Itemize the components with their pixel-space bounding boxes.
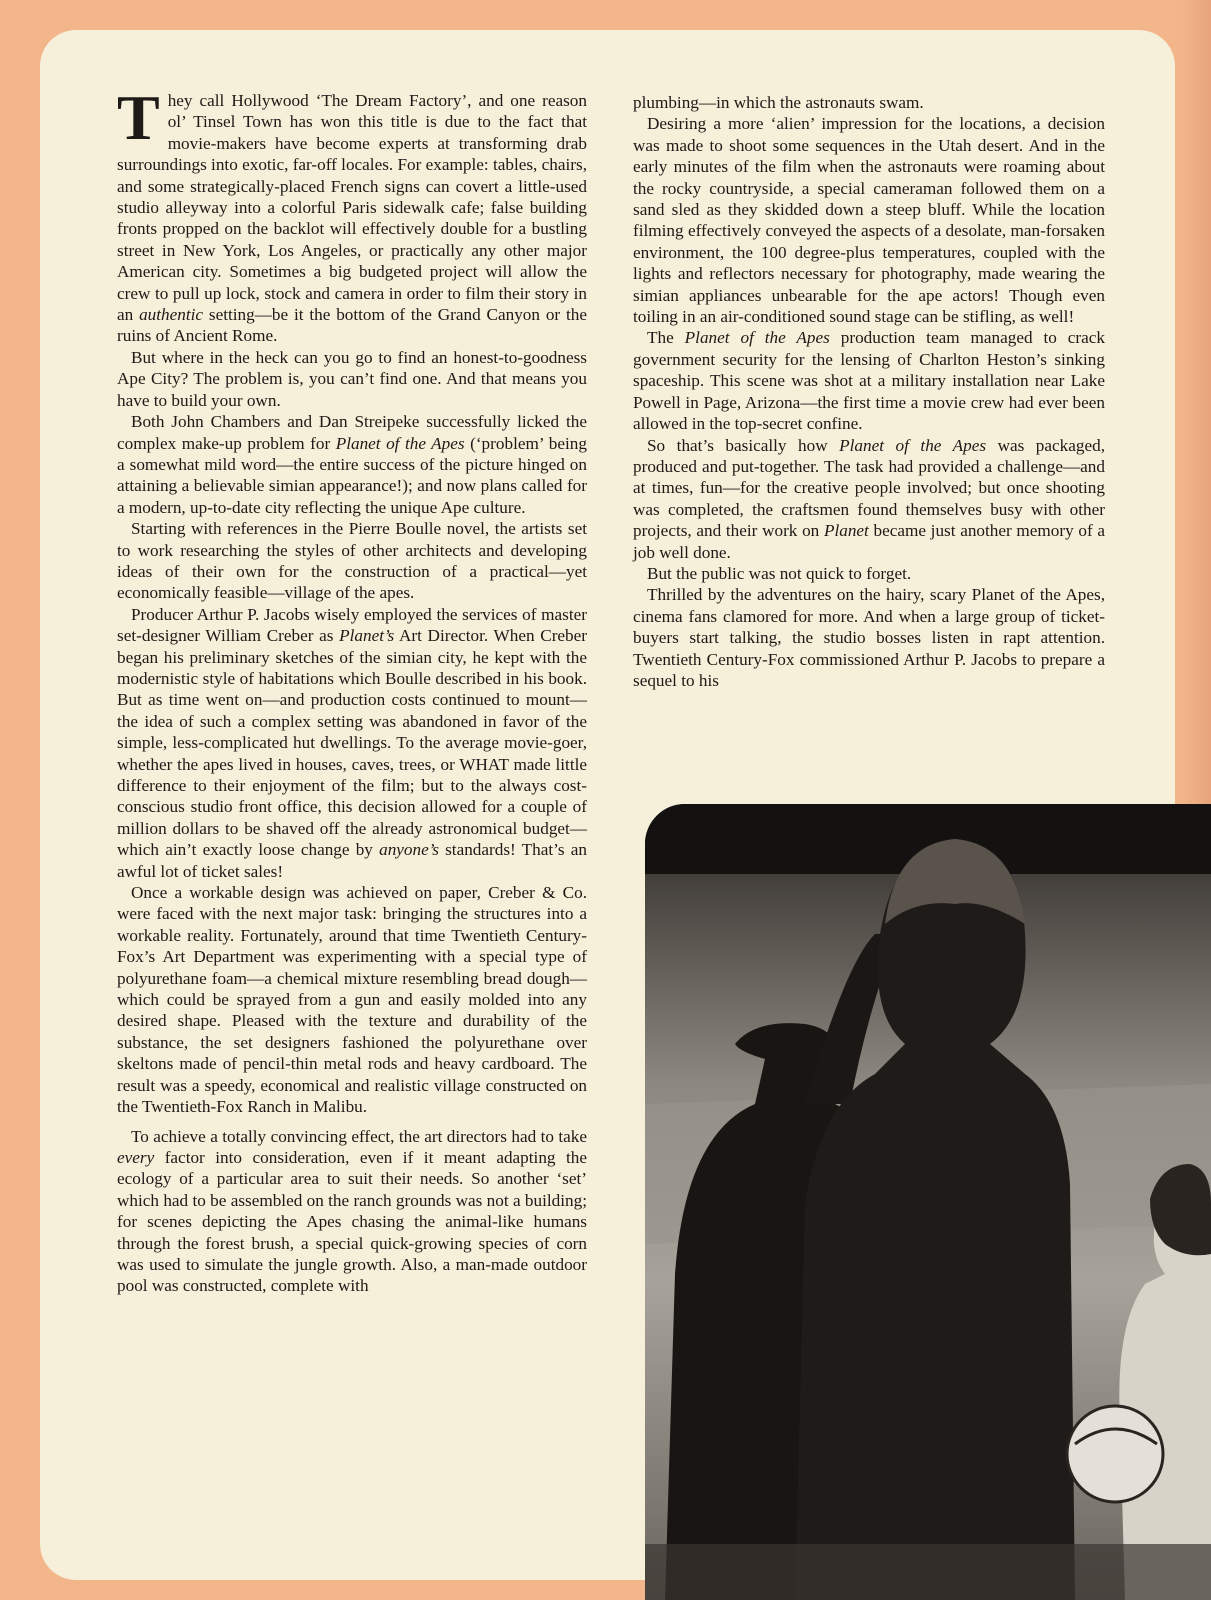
paragraph-producer: Producer Arthur P. Jacobs wisely employed the services of master set-designer William Creber as Planet’s Art Director. When Creber began his preliminary sketches of the simian city, he kept with the modernistic style of habitations which Boulle described in his book. But as time went on—and production costs continued to mount—the idea of such a complex setting was abandoned in favor of the simple, less-complicated hut dwellings. To the average movie-goer, whether the apes lived in houses, caves, trees, or WHAT made little difference to their enjoyment of the film; but to the always cost-conscious studio front office, this decision allowed for a couple of million dollars to be shaved off the already astronomical budget—which ain’t exactly loose change by anyone’s standards! That’s an awful lot of ticket sales! <box>117 604 587 881</box>
paragraph-references: Starting with references in the Pierre Boulle novel, the artists set to work researching the styles of other architects and developing ideas of their own for the construction of a practical—yet economically feasible—village of the apes. <box>117 519 587 603</box>
paragraph-locations: Desiring a more ‘alien’ impression for the locations, a decision was made to shoot some sequences in the Utah desert. And in the early minutes of the film when the astronauts were roaming about the rocky countryside, a special cameraman followed them on a sand sled as they skidded down a steep bluff. While the location filming effectively conveyed the aspects of a desolate, man-forsaken environment, the 100 degree-plus temperatures, coupled with the lights and reflectors necessary for photography, made wearing the simian appliances unbearable for the ape actors! Though even toiling in an air-conditioned sound stage can be stifling, as well! <box>633 114 1105 327</box>
paragraph-intro: They call Hollywood ‘The Dream Factory’, and one reason ol’ Tinsel Town has won this title is due to the fact that movie-makers have become experts at transforming drab surroundings into exotic, far-off locales. For example: tables, chairs, and some strategically-placed French signs can covert a little-used studio alleyway into a colorful Paris sidewalk cafe; false building fronts propped on the backlot will effectively double for a bustling street in New York, Los Angeles, or practically any other major American city. Sometimes a big budgeted project will allow the crew to pull up lock, stock and camera in order to film their story in an authentic setting—be it the bottom of the Grand Canyon or the ruins of Ancient Rome. <box>117 82 587 346</box>
paragraph-workable-design: Once a workable design was achieved on paper, Creber & Co. were faced with the next major task: bringing the structures into a workable reality. Fortunately, around that time Twentieth Century-Fox’s Art Department was experimenting with a special type of polyurethane foam—a chemical mixture resembling bread dough—which could be sprayed from a gun and easily molded into any desired shape. Pleased with the texture and durability of the substance, the set designers fashioned the polyurethane over skeltons made of pencil-thin metal rods and heavy cardboard. The result was a speedy, economical and realistic village constructed on the Twentieth-Fox Ranch in Malibu. <box>117 883 587 1117</box>
paragraph-plumbing: plumbing—in which the astronauts swam. <box>633 93 924 112</box>
paragraph-public: But the public was not quick to forget. <box>647 563 912 583</box>
article-column-right <box>633 92 1105 691</box>
space-helmet <box>1067 1406 1163 1502</box>
paragraph-packaged: So that’s basically how Planet of the Apes was packaged, produced and put-together. The task had provided a challenge—and at times, fun—for the creative people involved; but once shooting was completed, the craftsmen found themselves busy with other projects, and their work on Planet became just another memory of a job well done. <box>633 435 1105 562</box>
article-column-left <box>117 82 587 1297</box>
production-photo <box>645 804 1211 1600</box>
paragraph-sequel: Thrilled by the adventures on the hairy, scary Planet of the Apes, cinema fans clamored for more. And when a large group of ticket-buyers start talking, the studio bosses listen in rapt attention. Twentieth Century-Fox commissioned Arthur P. Jacobs to prepare a sequel to his <box>633 585 1105 690</box>
paragraph-ape-city: But where in the heck can you go to find an honest-to-goodness Ape City? The problem is, you can’t find one. And that means you have to build your own. <box>117 347 587 410</box>
paragraph-convincing-effect: To achieve a totally convincing effect, the art directors had to take every factor into consideration, even if it meant adapting the ecology of a particular area to suit their needs. So another ‘set’ which had to be assembled on the ranch grounds was not a building; for scenes depicting the Apes chasing the animal-like humans through the forest brush, a special quick-growing species of corn was used to simulate the jungle growth. Also, a man-made outdoor pool was constructed, complete with <box>117 1126 587 1296</box>
paragraph-security: The Planet of the Apes production team managed to crack government security for the lensing of Charlton Heston’s sinking spaceship. This scene was shot at a military installation near Lake Powell in Page, Arizona—the first time a movie crew had ever been allowed in the top-secret confine. <box>633 328 1105 434</box>
paragraph-makeup: Both John Chambers and Dan Streipeke successfully licked the complex make-up problem for Planet of the Apes (‘problem’ being a somewhat mild word—the entire success of the picture hinged on attaining a believable simian appearance!); and now plans called for a modern, up-to-date city reflecting the unique Ape culture. <box>117 412 587 517</box>
photo-illustration <box>645 804 1211 1600</box>
drop-cap: T <box>117 82 160 153</box>
ground <box>645 1544 1211 1600</box>
